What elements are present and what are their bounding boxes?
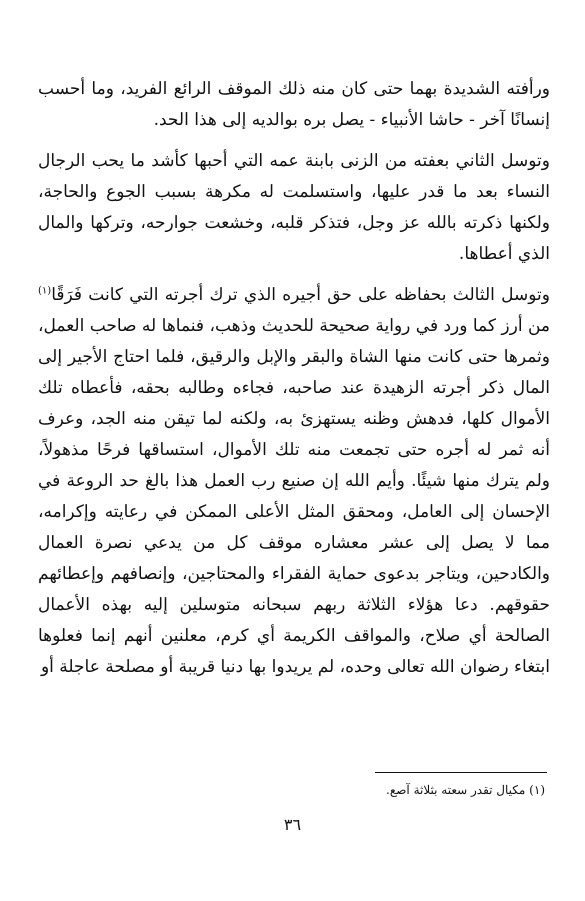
- page-number: ٣٦: [283, 815, 302, 834]
- paragraph-3-text-rest: من أرز كما ورد في رواية صحيحة للحديث وذهب، فنماها له صاحب العمل، وثمرها حتى كانت منها الشاة والبقر والإبل والرقيق، فلما احتاج الأجير إلى المال ذكر أجرته الزهيدة عند صاحبه، فجاءه وطالبه بحقه، فأعطاه تلك الأموال كلها، فدهش وظنه يستهزئ به، ولكنه لما تيقن منه الجد، وعرف أنه ثمر له أجره حتى تجمعت منه تلك الأموال، استساقها فرحًا مذهولاً، ولم يترك منها شيئًا. وأيم الله إن صنيع رب العمل هذا بالغ حد الروعة في الإحسان إلى العامل، ومحقق المثل الأعلى الممكن في رعايته وإكرامه، مما لا يصل إلى عشر معشاره موقف كل من يدعي نصرة العمال والكادحين، ويتاجر بدعوى حماية الفقراء والمحتاجين، وإنصافهم وإعطائهم حقوقهم. دعا هؤلاء الثلاثة ربهم سبحانه متوسلين إليه بهذه الأعمال الصالحة أي صلاح، والمواقف الكريمة أي كرم، معلنين أنهم إنما فعلوها ابتغاء رضوان الله تعالى وحده، لم يريدوا بها دنيا قريبة أو مصلحة عاجلة أو: [38, 316, 550, 677]
- paragraph-2: [38, 146, 550, 270]
- paragraph-3: [38, 280, 550, 683]
- footnote: (١) مكيال تقدر سعته بثلاثة آصع.: [386, 783, 545, 797]
- paragraph-2-text: وتوسل الثاني بعفته من الزنى بابنة عمه التي أحبها كأشد ما يحب الرجال النساء بعد ما قدر عليها، واستسلمت له مكرهة بسبب الجوع والحاجة، ولكنها ذكرته بالله عز وجل، فتذكر قلبه، وخشعت جوارحه، وتركها والمال الذي أعطاها.: [38, 151, 550, 264]
- page-body: [38, 74, 550, 683]
- paragraph-1-text: ورأفته الشديدة بهما حتى كان منه ذلك الموقف الرائع الفريد، وما أحسب إنسانًا آخر - حاشا الأنبياء - يصل بره بوالديه إلى هذا الحد.: [38, 79, 550, 130]
- footnote-separator: [375, 772, 547, 773]
- paragraph-3-text-start: وتوسل الثالث بحفاظه على حق أجيره الذي ترك أجرته التي كانت فَرَقًا: [51, 285, 550, 305]
- footnote-marker: (١): [38, 285, 52, 297]
- paragraph-1: [38, 74, 550, 136]
